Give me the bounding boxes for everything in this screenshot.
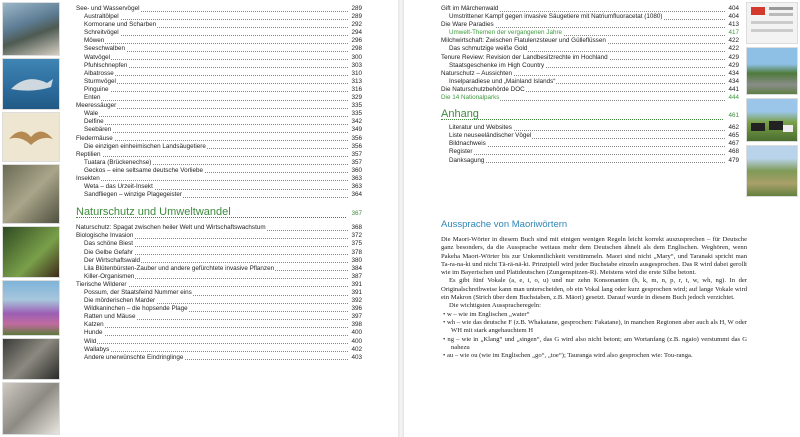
toc-entry-page: 422: [725, 37, 739, 45]
toc-entry: [76, 313, 362, 321]
section-heading: [76, 206, 362, 222]
toc-entry: [76, 29, 362, 37]
toc-entry-page: 384: [348, 265, 362, 273]
maori-title: Aussprache von Maoriwörtern: [441, 219, 568, 230]
toc-entry-page: 429: [725, 62, 739, 70]
toc-entry: [76, 37, 362, 45]
toc-entry: [76, 110, 362, 118]
toc-entry-title: Sturmvögel: [84, 77, 116, 85]
toc-entry: [76, 102, 362, 110]
toc-entry: [76, 13, 362, 21]
toc-entry-page: 342: [348, 118, 362, 126]
toc-entry-page: 289: [348, 5, 362, 13]
right-toc: [441, 5, 739, 165]
toc-entry: [76, 297, 362, 305]
toc-entry-title: Inselparadiese und „Mainland Islands“: [449, 77, 556, 85]
toc-entry-page: 329: [348, 94, 362, 102]
toc-entry: [441, 86, 739, 94]
toc-entry: [441, 132, 739, 140]
toc-entry-title: Tierische Wilderer: [76, 280, 127, 288]
toc-entry-page: 296: [348, 37, 362, 45]
toc-entry-page: 378: [348, 249, 362, 257]
toc-entry-title: Delfine: [84, 118, 104, 126]
toc-entry: [76, 191, 362, 199]
maori-body: [441, 236, 747, 360]
maori-rule-w: • w – wie im Englischen „water“: [443, 310, 530, 318]
maori-paragraph-3: Die wichtigsten Ausspracheregeln:: [449, 302, 541, 310]
toc-entry-title: Tuatara (Brückenechse): [84, 158, 152, 166]
toc-leader: [84, 59, 348, 60]
left-toc: [76, 5, 362, 362]
toc-entry-title: Enten: [84, 94, 101, 102]
toc-entry-page: 404: [725, 5, 739, 13]
toc-entry-title: Literatur und Websites: [449, 124, 512, 132]
toc-entry: [76, 346, 362, 354]
toc-entry-title: Liste neuseeländischer Vögel: [449, 132, 532, 140]
toc-entry-page: 292: [348, 21, 362, 29]
toc-entry: [441, 157, 739, 165]
toc-entry-title: Weta – das Urzeit-Insekt: [84, 183, 153, 191]
toc-entry-page: 434: [725, 70, 739, 78]
toc-entry: [76, 118, 362, 126]
toc-leader: [84, 35, 348, 36]
toc-leader: [84, 91, 348, 92]
toc-entry-title: Bildnachweis: [449, 140, 486, 148]
toc-entry-title: Sandfliegen – winzige Plagegeister: [84, 191, 183, 199]
photo-dolphins: [2, 58, 60, 110]
toc-entry-page: 356: [348, 143, 362, 151]
toc-leader: [76, 156, 348, 157]
photo-hills: [746, 145, 798, 197]
toc-entry-title: Albatrosse: [84, 69, 114, 77]
toc-entry-title: Register: [449, 148, 473, 156]
toc-entry-title: Fledermäuse: [76, 134, 113, 142]
toc-leader: [84, 43, 348, 44]
toc-entry-page: 402: [348, 346, 362, 354]
toc-leader: [84, 132, 348, 133]
toc-entry-page: 335: [348, 110, 362, 118]
toc-entry: [441, 21, 739, 29]
toc-entry: [441, 78, 739, 86]
toc-entry: [76, 167, 362, 175]
toc-entry-page: 400: [348, 338, 362, 346]
toc-leader: [449, 162, 725, 163]
toc-entry: [76, 321, 362, 329]
photo-cows: [746, 98, 798, 142]
toc-entry-title: Pinguine: [84, 85, 109, 93]
photo-mountain-road: [746, 47, 798, 95]
toc-entry-page: 462: [725, 124, 739, 132]
toc-entry: [76, 249, 362, 257]
toc-entry: [76, 232, 362, 240]
toc-entry-page: 294: [348, 29, 362, 37]
toc-entry-title: Danksagung: [449, 156, 485, 164]
toc-entry: [441, 70, 739, 78]
toc-entry: [76, 21, 362, 29]
page-gutter: [398, 0, 404, 437]
toc-entry-page: 434: [725, 78, 739, 86]
toc-entry-page: 413: [725, 21, 739, 29]
left-photo-strip: [2, 2, 60, 435]
toc-entry-page: 391: [348, 281, 362, 289]
toc-entry-page: 429: [725, 54, 739, 62]
toc-entry: [76, 135, 362, 143]
toc-entry: [76, 338, 362, 346]
toc-entry-title: Wallabys: [84, 345, 110, 353]
maori-rule-au: • au – wie ou (wie im Englischen „go“, „toe“); Tauranga wird also gesprochen wie: Tou-ranga.: [443, 352, 693, 360]
toc-entry: [76, 281, 362, 289]
toc-leader: [84, 335, 348, 336]
dolphin-shape: [3, 59, 59, 109]
toc-entry-page: 298: [348, 45, 362, 53]
toc-entry-page: 444: [725, 94, 739, 102]
toc-entry-title: Wale: [84, 110, 99, 118]
toc-entry: [441, 124, 739, 132]
photo-rocky-shore: [2, 2, 60, 56]
toc-leader: [84, 327, 348, 328]
toc-entry-page: 479: [725, 157, 739, 165]
toc-entry: [76, 354, 362, 362]
toc-entry: [76, 151, 362, 159]
toc-entry: [441, 13, 739, 21]
photo-possum: [2, 338, 60, 380]
toc-entry-title: Biologische Invasion: [76, 232, 134, 240]
toc-entry-title: See- und Wasservögel: [76, 5, 140, 12]
section-title: Naturschutz und Umweltwandel: [76, 206, 231, 219]
toc-entry-title: Naturschutz – Aussichten: [441, 69, 513, 77]
photo-cats: [2, 382, 60, 435]
toc-entry-title: Die Ware Paradies: [441, 21, 494, 29]
toc-entry: [76, 224, 362, 232]
toc-entry-page: 356: [348, 135, 362, 143]
toc-entry-page: 289: [348, 13, 362, 21]
toc-leader: [76, 140, 348, 141]
toc-entry-title: Tenure Review: Revision der Landbesitzrechte im Hochland: [441, 53, 608, 61]
toc-leader: [84, 100, 348, 101]
toc-entry-page: 422: [725, 45, 739, 53]
toc-entry-page: 396: [348, 305, 362, 313]
toc-entry-title: Möwen: [84, 37, 105, 45]
toc-entry-page: 360: [348, 167, 362, 175]
toc-entry-title: Ratten und Mäuse: [84, 313, 136, 321]
toc-entry-title: Kormorane und Scharben: [84, 21, 157, 29]
toc-entry-title: Staatsgeschenke im High Country: [449, 61, 545, 69]
toc-leader: [449, 154, 725, 155]
photo-bat: [2, 112, 60, 162]
toc-leader: [84, 83, 348, 84]
toc-entry-title: Killer-Organismen: [84, 272, 135, 280]
toc-entry: [76, 62, 362, 70]
toc-entry-page: 310: [348, 70, 362, 78]
toc-leader: [84, 351, 348, 352]
toc-entry: [76, 265, 362, 273]
maori-rule-wh: • wh – wie das deutsche F (z.B. Whakatane, gesprochen: Fakatane), in manchen Regionen aber auch als H, W oder WH mit stark angehauchtem H: [443, 318, 747, 335]
toc-entry-page: 391: [348, 289, 362, 297]
toc-entry-title: Possum, der Staatsfeind Nummer eins: [84, 289, 192, 296]
toc-leader: [84, 75, 348, 76]
toc-entry-title: Schreitvögel: [84, 29, 119, 37]
toc-entry-title: Das schöne Biest: [84, 240, 134, 248]
toc-entry-page: 364: [348, 191, 362, 199]
toc-entry-page: 357: [348, 159, 362, 167]
photo-lupins: [2, 280, 60, 336]
toc-entry-page: 372: [348, 232, 362, 240]
cows-shape: [747, 99, 797, 141]
toc-entry-page: 400: [348, 329, 362, 337]
toc-entry-page: 363: [348, 183, 362, 191]
toc-entry-page: 316: [348, 86, 362, 94]
toc-entry: [441, 29, 739, 37]
toc-entry-page: 349: [348, 126, 362, 134]
toc-leader: [84, 124, 348, 125]
toc-entry-title: Wildkaninchen – die hopsende Plage: [84, 305, 188, 313]
toc-entry-page: 392: [348, 297, 362, 305]
toc-entry-title: Die Naturschutzbehörde DOC: [441, 85, 525, 93]
toc-entry-title: Katzen: [84, 321, 104, 329]
toc-entry-title: Pfuhlschnepfen: [84, 61, 128, 69]
toc-entry: [76, 289, 362, 297]
toc-entry-title: Naturschutz: Spagat zwischen heiler Welt und Wirtschaftswachstum: [76, 224, 266, 232]
toc-entry-title: Seeschwalben: [84, 45, 125, 53]
toc-entry-title: Gift im Märchenwald: [441, 5, 499, 12]
toc-entry: [441, 45, 739, 53]
section-page: 367: [346, 210, 362, 218]
toc-entry: [76, 5, 362, 13]
toc-entry: [76, 305, 362, 313]
toc-entry-title: Das schmutzige weiße Gold: [449, 45, 528, 53]
toc-entry-page: 375: [348, 240, 362, 248]
toc-entry-title: Australtölpel: [84, 13, 119, 21]
toc-entry-page: 380: [348, 257, 362, 265]
toc-entry-page: 335: [348, 102, 362, 110]
toc-entry-title: Die 14 Nationalparks: [441, 94, 500, 102]
photo-weta: [2, 226, 60, 278]
toc-entry-page: 403: [348, 354, 362, 362]
toc-entry-title: Der Wirtschaftswald: [84, 256, 140, 264]
toc-entry-title: Wild: [84, 337, 97, 345]
photo-poster: [746, 2, 798, 44]
toc-leader: [84, 116, 348, 117]
toc-leader: [84, 343, 348, 344]
toc-entry-title: Reptilien: [76, 150, 101, 158]
toc-entry-title: Seebären: [84, 126, 112, 134]
toc-entry-title: Hunde: [84, 329, 103, 337]
toc-entry: [76, 183, 362, 191]
toc-entry-page: 467: [725, 140, 739, 148]
toc-entry: [76, 54, 362, 62]
toc-entry-title: Meeressäuger: [76, 102, 117, 110]
toc-entry-page: 303: [348, 62, 362, 70]
right-photo-strip: [746, 2, 798, 202]
toc-entry: [441, 5, 739, 13]
toc-entry-title: Die mörderischen Marder: [84, 297, 156, 305]
toc-entry-page: 465: [725, 132, 739, 140]
toc-entry: [76, 257, 362, 265]
toc-entry-page: 313: [348, 78, 362, 86]
toc-entry: [441, 148, 739, 156]
toc-leader: [84, 19, 348, 20]
toc-entry-page: 398: [348, 321, 362, 329]
photo-tuatara: [2, 164, 60, 224]
toc-entry: [76, 273, 362, 281]
section-heading: [441, 108, 739, 124]
section-title: Anhang: [441, 108, 479, 121]
toc-entry-title: Die einzigen einheimischen Landsäugetiere: [84, 142, 206, 150]
toc-entry: [441, 140, 739, 148]
maori-rule-ng: • ng – wie in „Klang“ und „singen“, das G wird also nicht betont; am Wortanfang (z.B. ngaio) verstummt das G nahezu: [443, 335, 747, 351]
toc-entry-page: 468: [725, 148, 739, 156]
toc-entry-page: 300: [348, 54, 362, 62]
toc-entry-title: Umwelt-Themen der vergangenen Jahre: [449, 29, 563, 37]
toc-entry: [441, 62, 739, 70]
toc-entry-title: Umstrittener Kampf gegen invasive Säugetiere mit Natriumfluoracetat (1080): [449, 13, 663, 21]
toc-entry-title: Die Gelbe Gefahr: [84, 248, 134, 256]
maori-paragraph-1: Die Maori-Wörter in diesem Buch sind mit einigen wenigen Regeln leicht korrekt auszusprechen – für Deutsche ganz besonders, da die Aussprache weitaus mehr dem Deutschen ähnelt als dem Englischen. Weghören, wenn Pakeha Maori-Wörter bis zur Unkenntlichkeit verstümmeln. Maori sind nicht „Mary“, und Taranaki spricht man Ta-ra-na-ki und nicht Tä-rä-nä-ki. Prinzipiell wird jeder Buchstabe einzeln ausgesprochen. Das R wird dabei gerollt wie im Bayerischen und Plattdeutschen (Zungenspitzen-R). Meistens wird die erste Silbe betont.: [441, 236, 747, 277]
toc-entry-page: 397: [348, 313, 362, 321]
toc-entry-title: Insekten: [76, 174, 100, 182]
section-leader: [441, 119, 723, 120]
toc-entry: [76, 143, 362, 151]
maori-paragraph-2: Es gibt fünf Vokale (a, e, i, o, u) und nur zehn Konsonanten (h, k, m, n, p, r, t, w, wh, ng). In der Originalschreibweise kann man unterscheiden, ob ein Vokal lang oder kurz gesprochen wird; auf lange Vokale wird ein Makron (Strich über dem Buchstaben, z.B. Māori) gesetzt. Darauf wurde in diesem Buch jedoch verzichtet.: [441, 277, 747, 302]
toc-entry: [76, 240, 362, 248]
toc-leader: [76, 180, 348, 181]
toc-entry-page: 441: [725, 86, 739, 94]
toc-entry: [76, 175, 362, 183]
bat-shape: [3, 113, 59, 161]
toc-entry-page: 404: [725, 13, 739, 21]
toc-leader: [449, 146, 725, 147]
toc-entry-page: 357: [348, 151, 362, 159]
toc-entry-page: 368: [348, 224, 362, 232]
toc-entry: [76, 329, 362, 337]
toc-entry: [76, 78, 362, 86]
toc-entry: [76, 126, 362, 134]
toc-entry-title: Watvögel: [84, 53, 111, 61]
toc-entry-page: 387: [348, 273, 362, 281]
toc-entry-page: 417: [725, 29, 739, 37]
toc-entry: [441, 94, 739, 102]
toc-entry: [441, 54, 739, 62]
toc-entry-title: Lila Blütenbürsten-Zauber und andere gefürchtete invasive Pflanzen: [84, 264, 275, 272]
toc-entry: [76, 70, 362, 78]
toc-entry-title: Andere unerwünschte Eindringlinge: [84, 353, 184, 361]
toc-entry: [76, 159, 362, 167]
section-page: 461: [723, 112, 739, 120]
toc-entry: [76, 94, 362, 102]
toc-entry-page: 363: [348, 175, 362, 183]
toc-entry-title: Geckos – eine seltsame deutsche Vorliebe: [84, 166, 204, 174]
toc-entry: [76, 86, 362, 94]
toc-entry-title: Milchwirtschaft: Zwischen Flatulenzsteuer und Gülleflüssen: [441, 37, 606, 45]
toc-entry: [76, 45, 362, 53]
toc-entry: [441, 37, 739, 45]
